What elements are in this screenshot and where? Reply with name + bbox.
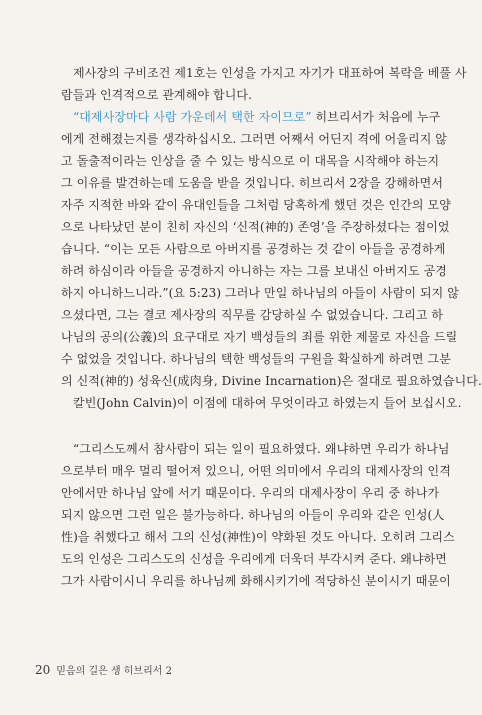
text-line: 하려 하심이라 아들을 공경하지 아니하는 자는 그를 보내신 아버지도 공경: [61, 264, 447, 278]
paragraph-3: [61, 392, 462, 414]
text-line: 도의 인성은 그리스도의 신성을 우리에게 더욱더 부각시켜 준다. 왜냐하면: [61, 552, 447, 566]
text-line: 하지 아니하느니라.”(요 5:23) 그러나 만일 하나님의 아들이 사람이 되지 않: [61, 286, 459, 300]
paragraph-1: [61, 62, 467, 106]
text-line: 되지 않으면 그런 일은 불가능하다. 하나님의 아들이 우리와 같은 인성(人: [61, 508, 445, 522]
body-text: [61, 62, 482, 592]
text-line: “그리스도께서 참사람이 되는 일이 필요하였다. 왜냐하면 우리가 하나님: [73, 442, 450, 456]
text-line: 으로 나타났던 분이 친히 자신의 ‘신적(神的) 존영’을 주장하셨다는 점이었: [61, 220, 450, 234]
highlighted-quote: “대제사장마다 사람 가운데서 택한 자이므로”: [73, 110, 312, 124]
text-line: 그가 사람이시니 우리를 하나님께 화해시키기에 적당하신 분이시기 때문이: [61, 574, 451, 588]
text-line: 고 돌출적이라는 인상을 줄 수 있는 방식으로 이 대목을 시작해야 하는지: [61, 154, 440, 168]
page-footer: [35, 662, 172, 677]
text-line: 자주 지적한 바와 같이 유대인들을 그처럼 당혹하게 했던 것은 인간의 모양: [61, 198, 451, 212]
paragraph-2: [61, 106, 482, 392]
running-title: 믿음의 길은 생 히브리서 2: [56, 666, 172, 677]
text-line: 제사장의 구비조건 제1호는 인성을 가지고 자기가 대표하여 복락을 베풀 사: [73, 66, 467, 80]
text-line: 의 신적(神的) 성육신(成肉身, Divine Incarnation)은 절대로 필요하였습니다.: [61, 374, 482, 388]
text-line: 으로부터 매우 멀리 떨어져 있으니, 어떤 의미에서 우리의 대제사장의 인격: [61, 464, 451, 478]
text-fragment: 히브리서가 처음에 누구: [311, 110, 441, 124]
text-line: 性)을 취했다고 해서 그의 신성(神性)이 약화된 것도 아니다. 오히려 그리스: [61, 530, 455, 544]
text-line: 수 없었을 것입니다. 하나님의 택한 백성들의 구원을 확실하게 하려면 그분: [61, 352, 451, 366]
text-line: [61, 106, 441, 128]
block-quote: [61, 438, 455, 592]
text-line: 으셨다면, 그는 결코 제사장의 직무를 감당하실 수 없었습니다. 그리고 하: [61, 308, 444, 322]
text-line: 나님의 공의(公義)의 요구대로 자기 백성들의 죄를 위한 제물로 자신을 드릴: [61, 330, 458, 344]
text-line: 칼빈(John Calvin)이 이점에 대하여 무엇이라고 하였는지 들어 보십시오.: [73, 396, 462, 410]
text-line: 안에서만 하나님 앞에 서기 때문이다. 우리의 대제사장이 우리 중 하나가: [61, 486, 440, 500]
text-line: 람들과 인격적으로 관계해야 합니다.: [61, 88, 253, 102]
page-number: 20: [35, 663, 51, 677]
text-line: 습니다. “이는 모든 사람으로 아버지를 공경하는 것 같이 아들을 공경하게: [61, 242, 446, 256]
text-line: 그 이유를 발견하는데 도움을 받을 것입니다. 히브리서 2장을 강해하면서: [61, 176, 444, 190]
text-line: 에게 전해졌는지를 생각하십시오. 그러면 어째서 어딘지 격에 어울리지 않: [61, 132, 447, 146]
paragraph-gap: [61, 414, 411, 438]
